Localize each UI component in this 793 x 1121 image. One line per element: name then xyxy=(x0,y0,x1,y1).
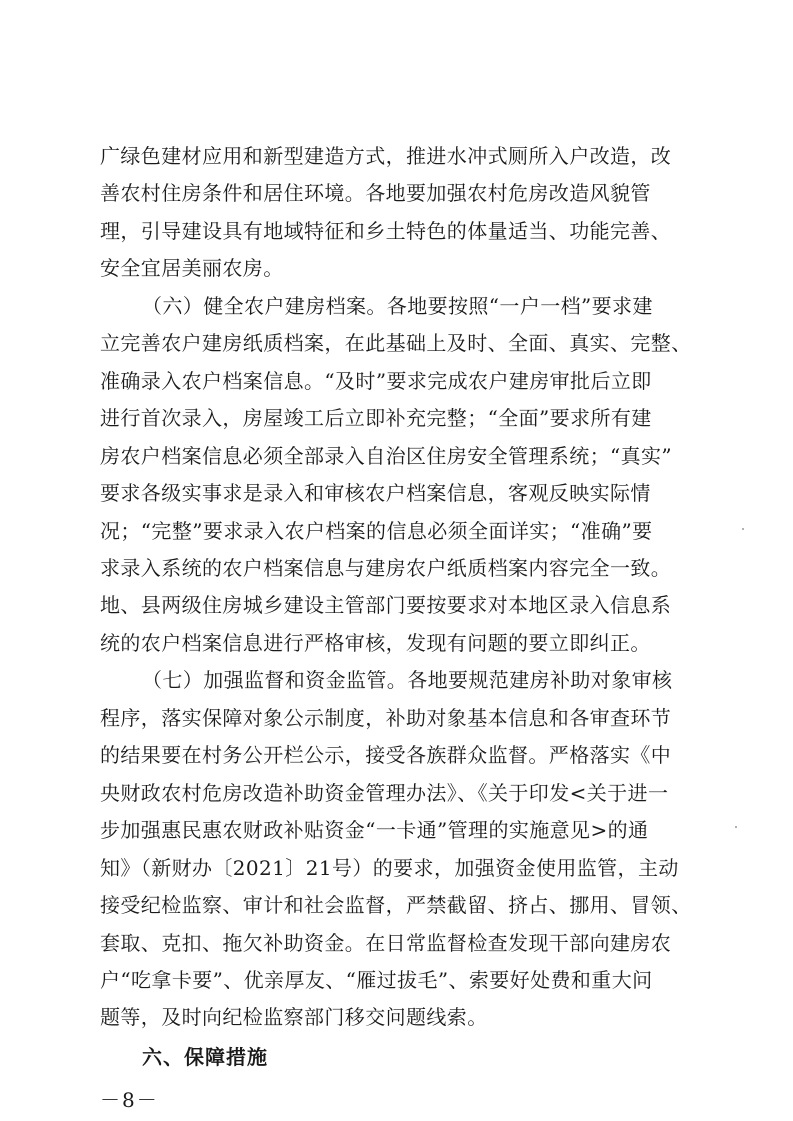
text-line: 套取、克扣、拖欠补助资金。在日常监督检查发现干部向建房农 xyxy=(100,930,672,955)
text-line: 的结果要在村务公开栏公示，接受各族群众监督。严格落实《中 xyxy=(100,743,672,768)
text-line: 户“吃拿卡要”、优亲厚友、“雁过拔毛”、索要好处费和重大问 xyxy=(100,967,653,992)
text-line: 央财政农村危房改造补助资金管理办法》、《关于印发<关于进一 xyxy=(100,780,669,805)
text-line: 求录入系统的农户档案信息与建房农户纸质档案内容完全一致。 xyxy=(100,556,672,580)
text-line: 程序，落实保障对象公示制度，补助对象基本信息和各审查环节 xyxy=(100,705,672,730)
text-line: 接受纪检监察、审计和社会监督，严禁截留、挤占、挪用、冒领、 xyxy=(100,893,692,917)
text-line: 准确录入农户档案信息。“及时”要求完成农户建房审批后立即 xyxy=(100,368,652,393)
page-number: －8－ xyxy=(100,1088,159,1113)
text-line: 安全宜居美丽农房。 xyxy=(100,256,284,281)
section-heading: 六、保障措施 xyxy=(142,1044,268,1069)
text-line: 善农村住房条件和居住环境。各地要加强农村危房改造风貌管 xyxy=(100,181,651,206)
text-line: 进行首次录入，房屋竣工后立即补充完整；“全面”要求所有建 xyxy=(100,406,652,431)
text-line: 广绿色建材应用和新型建造方式，推进水冲式厕所入户改造，改 xyxy=(100,144,672,168)
text-line: 立完善农户建房纸质档案，在此基础上及时、全面、真实、完整、 xyxy=(100,331,692,356)
text-line: 知》（新财办〔2021〕21号）的要求，加强资金使用监管，主动 xyxy=(100,855,679,880)
scan-speck xyxy=(742,528,744,530)
text-line: 况；“完整”要求录入农户档案的信息必须全面详实；“准确”要 xyxy=(100,518,653,543)
text-line: 题等，及时向纪检监察部门移交问题线索。 xyxy=(100,1005,488,1030)
text-line: （六）健全农户建房档案。各地要按照“一户一档”要求建 xyxy=(142,293,653,318)
scan-speck xyxy=(735,826,737,828)
text-line: 步加强惠民惠农财政补贴资金“一卡通”管理的实施意见>的通 xyxy=(100,818,649,843)
text-line: （七）加强监督和资金监管。各地要规范建房补助对象审核 xyxy=(142,668,673,693)
text-line: 房农户档案信息必须全部录入自治区住房安全管理系统；“真实” xyxy=(100,443,673,468)
text-line: 要求各级实事求是录入和审核农户档案信息，客观反映实际情 xyxy=(100,481,651,506)
text-line: 统的农户档案信息进行严格审核，发现有问题的要立即纠正。 xyxy=(100,630,651,655)
text-line: 地、县两级住房城乡建设主管部门要按要求对本地区录入信息系 xyxy=(100,593,672,618)
text-line: 理，引导建设具有地域特征和乡土特色的体量适当、功能完善、 xyxy=(100,218,672,243)
